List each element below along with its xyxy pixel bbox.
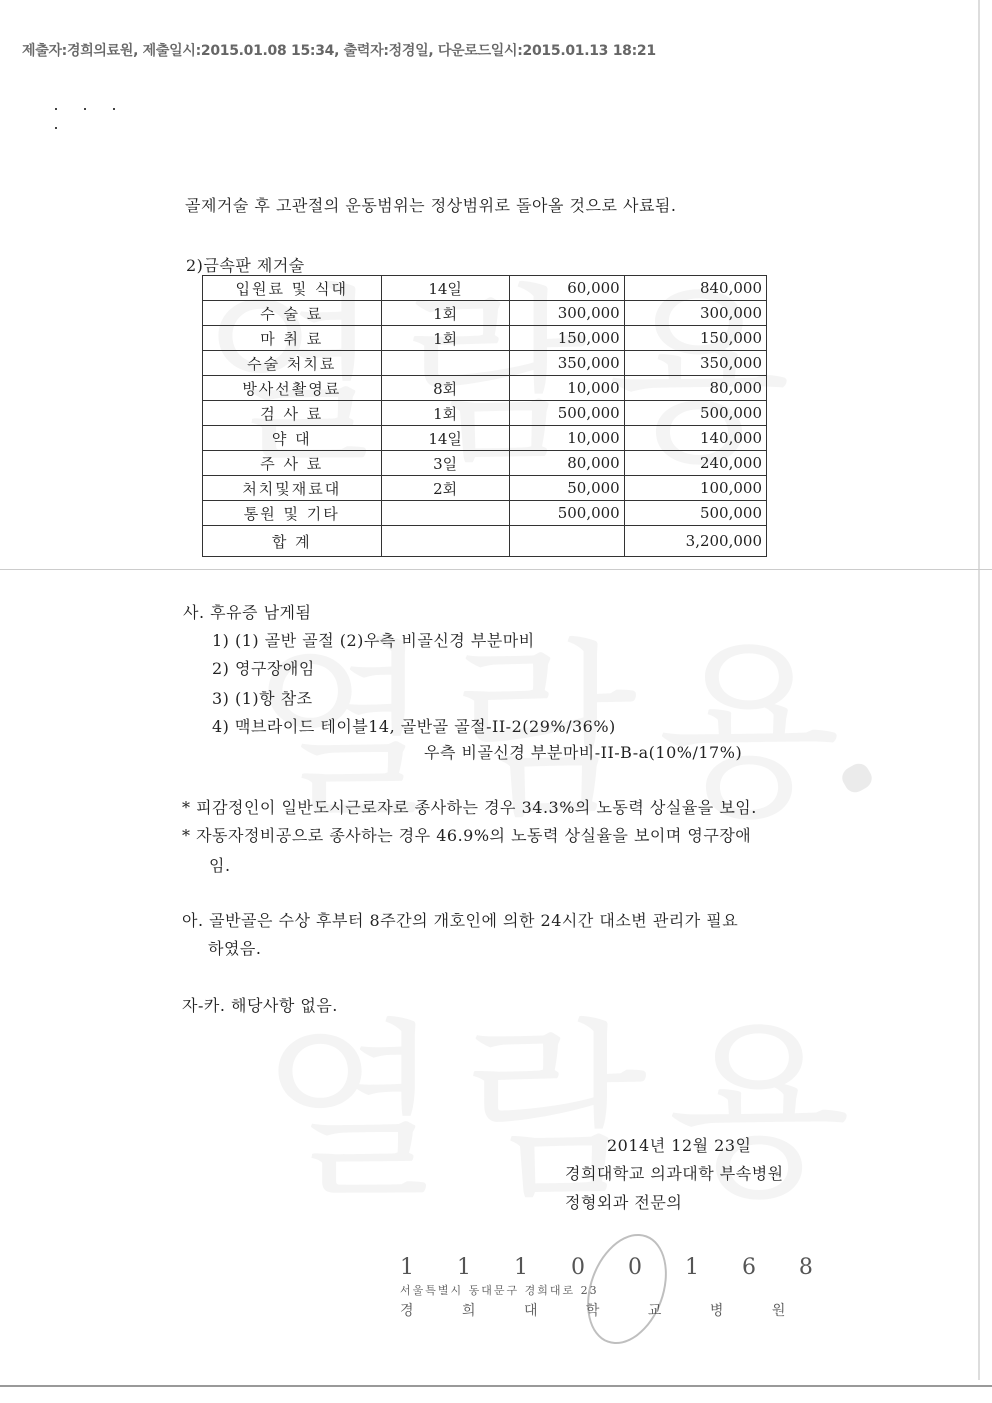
- cell-qty: 2회: [381, 476, 509, 501]
- section-title: 2)금속판 제거술: [186, 256, 305, 275]
- cell-item: 수술 처치료: [203, 351, 382, 376]
- table-row: [203, 401, 767, 426]
- cell-item: 수 술 료: [203, 301, 382, 326]
- cell-unit: 500,000: [509, 501, 624, 526]
- cell-total: 240,000: [624, 451, 766, 476]
- cell-item: 입원료 및 식대: [203, 276, 382, 301]
- cell-total: 80,000: [624, 376, 766, 401]
- seal-postal: 1 1 1 0 0 1 6 8: [400, 1255, 831, 1280]
- care-line-1: 아. 골반골은 수상 후부터 8주간의 개호인에 의한 24시간 대소변 관리가 필요: [182, 911, 739, 930]
- cell-total: 150,000: [624, 326, 766, 351]
- cell-unit: 10,000: [509, 376, 624, 401]
- cell-item: 검 사 료: [203, 401, 382, 426]
- cell-total: 840,000: [624, 276, 766, 301]
- cell-unit: 350,000: [509, 351, 624, 376]
- sum-label: 합 계: [203, 526, 382, 557]
- cell-qty: 1회: [381, 326, 509, 351]
- cell-total: 500,000: [624, 401, 766, 426]
- cell-total: 500,000: [624, 501, 766, 526]
- cell-qty: [381, 351, 509, 376]
- cell-item: 처치및재료대: [203, 476, 382, 501]
- scan-dots: [55, 95, 165, 99]
- cell-qty: 1회: [381, 301, 509, 326]
- cell-unit: 50,000: [509, 476, 624, 501]
- intro-text: 골제거술 후 고관절의 운동범위는 정상범위로 돌아올 것으로 사료됨.: [185, 196, 677, 215]
- sequelae-item-1: 1) (1) 골반 골절 (2)우측 비골신경 부분마비: [212, 631, 535, 650]
- cell-unit: 60,000: [509, 276, 624, 301]
- cell-item: 주 사 료: [203, 451, 382, 476]
- sum-total: 3,200,000: [624, 526, 766, 557]
- sequelae-item-2: 2) 영구장애임: [212, 659, 315, 678]
- seal-hospital: 경 희 대 학 교 병 원: [400, 1303, 808, 1319]
- sum-row: [203, 526, 767, 557]
- table-row: [203, 326, 767, 351]
- table-row: [203, 276, 767, 301]
- fold-line: [0, 569, 992, 570]
- table-row: [203, 376, 767, 401]
- cell-item: 마 취 료: [203, 326, 382, 351]
- note-1: * 피감정인이 일반도시근로자로 종사하는 경우 34.3%의 노동력 상실율을 보임.: [182, 798, 757, 817]
- cell-total: 300,000: [624, 301, 766, 326]
- cell-qty: 8회: [381, 376, 509, 401]
- cell-unit: 300,000: [509, 301, 624, 326]
- table-row: [203, 301, 767, 326]
- cell-item: 약 대: [203, 426, 382, 451]
- sequelae-title: 사. 후유증 남게됨: [183, 603, 312, 622]
- none-line: 자-카. 해당사항 없음.: [182, 996, 338, 1015]
- cell-total: 100,000: [624, 476, 766, 501]
- cell-unit: 150,000: [509, 326, 624, 351]
- sequelae-item-3: 3) (1)항 참조: [212, 689, 313, 708]
- note-2b: 임.: [209, 856, 231, 875]
- page-edge-right: [978, 0, 980, 1380]
- seal-address: 서울특별시 동대문구 경희대로 23: [400, 1284, 599, 1297]
- note-2a: * 자동자정비공으로 종사하는 경우 46.9%의 노동력 상실율을 보이며 영구장애: [182, 826, 752, 845]
- signature-date: 2014년 12월 23일: [607, 1136, 752, 1155]
- table-row: [203, 426, 767, 451]
- signature-institution: 경희대학교 의과대학 부속병원: [565, 1164, 784, 1183]
- cell-qty: 14일: [381, 276, 509, 301]
- cell-item: 통원 및 기타: [203, 501, 382, 526]
- cell-total: 350,000: [624, 351, 766, 376]
- table-row: [203, 351, 767, 376]
- care-line-2: 하였음.: [208, 939, 262, 958]
- table-row: [203, 476, 767, 501]
- page-edge-bottom: [0, 1385, 992, 1387]
- sum-unit: [509, 526, 624, 557]
- cell-unit: 500,000: [509, 401, 624, 426]
- table-row: [203, 451, 767, 476]
- sequelae-item-4b: 우측 비골신경 부분마비-II-B-a(10%/17%): [424, 743, 743, 762]
- table-row: [203, 501, 767, 526]
- cell-item: 방사선촬영료: [203, 376, 382, 401]
- cell-unit: 80,000: [509, 451, 624, 476]
- cell-qty: 3일: [381, 451, 509, 476]
- sequelae-item-4a: 4) 맥브라이드 테이블14, 골반골 골절-II-2(29%/36%): [212, 717, 616, 736]
- hospital-seal: [400, 1255, 831, 1320]
- cell-qty: 1회: [381, 401, 509, 426]
- cell-qty: 14일: [381, 426, 509, 451]
- print-header: 제출자:경희의료원, 제출일시:2015.01.08 15:34, 출력자:정경일, 다운로드일시:2015.01.13 18:21: [22, 43, 656, 59]
- signature-dept: 정형외과 전문의: [565, 1193, 683, 1212]
- cell-qty: [381, 501, 509, 526]
- cost-table: [202, 275, 767, 557]
- cell-unit: 10,000: [509, 426, 624, 451]
- sum-qty: [381, 526, 509, 557]
- cell-total: 140,000: [624, 426, 766, 451]
